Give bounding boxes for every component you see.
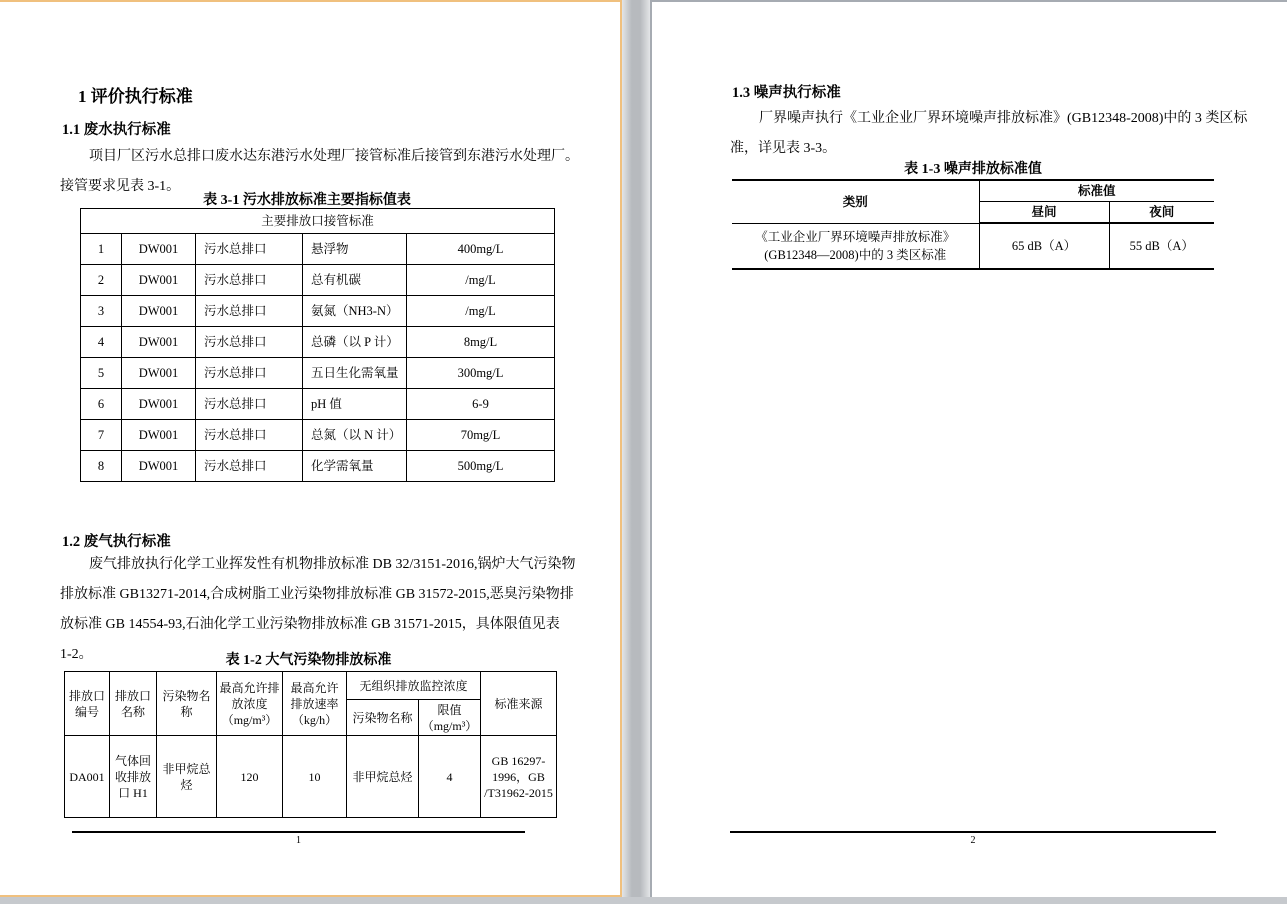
col-header-nighttime: 夜间 xyxy=(1109,202,1214,224)
chapter-heading: 1 评价执行标准 xyxy=(78,87,193,106)
cell: 3 xyxy=(81,296,122,327)
cell: 污水总排口 xyxy=(196,265,303,296)
cell: 1 xyxy=(81,234,122,265)
cell: DW001 xyxy=(122,420,196,451)
col-header-pollutant: 污染物名称 xyxy=(157,672,217,736)
cell: GB 16297-1996，GB /T31962-2015 xyxy=(481,736,557,818)
section-1-1-heading: 1.1 废水执行标准 xyxy=(62,122,171,138)
cell: DA001 xyxy=(65,736,110,818)
cell: 300mg/L xyxy=(407,358,555,389)
cell: DW001 xyxy=(122,389,196,420)
noise-category-line: (GB12348—2008)中的 3 类区标准 xyxy=(764,247,947,262)
cell: /mg/L xyxy=(407,265,555,296)
cell: 8 xyxy=(81,451,122,482)
table-3-1-merged-header: 主要排放口接管标准 xyxy=(81,209,555,234)
col-header-fugitive-limit: 限值（mg/m³） xyxy=(419,700,481,736)
cell: 污水总排口 xyxy=(196,358,303,389)
table-1-2-caption: 表 1-2 大气污染物排放标准 xyxy=(225,653,392,668)
col-header-outlet-no: 排放口编号 xyxy=(65,672,110,736)
cell: pH 值 xyxy=(303,389,407,420)
table-3-1 xyxy=(80,208,555,482)
page-number: 1 xyxy=(296,835,301,846)
cell: 2 xyxy=(81,265,122,296)
cell: 化学需氧量 xyxy=(303,451,407,482)
section-1-3-heading: 1.3 噪声执行标准 xyxy=(732,85,841,101)
paragraph-line: 放标准 GB 14554-93,石油化学工业污染物排放标准 GB 31571-2015，具体限值见表 xyxy=(60,617,560,632)
cell: 氨氮（NH3-N） xyxy=(303,296,407,327)
paragraph-line: 准，详见表 3-3。 xyxy=(730,141,837,156)
footer-divider xyxy=(730,831,1216,833)
page-number: 2 xyxy=(970,835,976,846)
col-header-max-concentration: 最高允许排放浓度（mg/m³） xyxy=(217,672,283,736)
col-header-max-rate: 最高允许排放速率（kg/h） xyxy=(283,672,347,736)
cell: 污水总排口 xyxy=(196,420,303,451)
paragraph-line: 排放标准 GB13271-2014,合成树脂工业污染物排放标准 GB 31572-2015,恶臭污染物排 xyxy=(60,587,574,602)
paragraph-line: 厂界噪声执行《工业企业厂界环境噪声排放标准》(GB12348-2008)中的 3 类区标 xyxy=(759,111,1248,126)
cell: 五日生化需氧量 xyxy=(303,358,407,389)
cell: 总有机碳 xyxy=(303,265,407,296)
cell: 120 xyxy=(217,736,283,818)
cell: 4 xyxy=(81,327,122,358)
cell: 总磷（以 P 计） xyxy=(303,327,407,358)
table-1-2 xyxy=(64,671,557,818)
col-header-standard-source: 标准来源 xyxy=(481,672,557,736)
cell: 污水总排口 xyxy=(196,327,303,358)
col-header-fugitive-pollutant: 污染物名称 xyxy=(347,700,419,736)
cell: 污水总排口 xyxy=(196,296,303,327)
section-1-3-paragraph xyxy=(730,104,1248,164)
paragraph-line: 1-2。 xyxy=(60,647,93,662)
cell-noise-category xyxy=(732,223,979,269)
cell: 6-9 xyxy=(407,389,555,420)
cell: 10 xyxy=(283,736,347,818)
col-header-daytime: 昼间 xyxy=(979,202,1109,224)
table-1-3 xyxy=(732,179,1214,270)
cell: /mg/L xyxy=(407,296,555,327)
cell: 500mg/L xyxy=(407,451,555,482)
paragraph-line: 废气排放执行化学工业挥发性有机物排放标准 DB 32/3151-2016,锅炉大气污染物 xyxy=(89,557,576,572)
viewer-bottom-edge xyxy=(0,897,1287,904)
cell: 气体回收排放口 H1 xyxy=(110,736,157,818)
paragraph-line: 项目厂区污水总排口废水达东港污水处理厂接管标准后接管到东港污水处理厂。 xyxy=(89,149,579,164)
document-page-1[interactable] xyxy=(0,0,622,897)
cell: 污水总排口 xyxy=(196,451,303,482)
cell: 70mg/L xyxy=(407,420,555,451)
cell: 污水总排口 xyxy=(196,389,303,420)
col-header-outlet-name: 排放口名称 xyxy=(110,672,157,736)
cell: 8mg/L xyxy=(407,327,555,358)
cell: 非甲烷总烃 xyxy=(347,736,419,818)
col-header-fugitive-group: 无组织排放监控浓度 xyxy=(347,672,481,700)
section-1-2-heading: 1.2 废气执行标准 xyxy=(62,534,171,550)
cell-daytime-value: 65 dB（A） xyxy=(979,223,1109,269)
cell: DW001 xyxy=(122,265,196,296)
cell: 400mg/L xyxy=(407,234,555,265)
cell: DW001 xyxy=(122,296,196,327)
cell: 污水总排口 xyxy=(196,234,303,265)
paragraph-line: 接管要求见表 3-1。 xyxy=(60,179,181,194)
cell: DW001 xyxy=(122,234,196,265)
table-3-1-caption: 表 3-1 污水排放标准主要指标值表 xyxy=(203,193,411,208)
cell: 非甲烷总烃 xyxy=(157,736,217,818)
cell: 5 xyxy=(81,358,122,389)
col-header-category: 类别 xyxy=(732,180,979,223)
cell: 悬浮物 xyxy=(303,234,407,265)
cell: DW001 xyxy=(122,327,196,358)
document-page-2[interactable] xyxy=(650,0,1287,897)
cell: DW001 xyxy=(122,451,196,482)
noise-category-line: 《工业企业厂界环境噪声排放标准》 xyxy=(755,229,956,244)
col-header-standard-value: 标准值 xyxy=(979,180,1214,202)
cell: 7 xyxy=(81,420,122,451)
table-1-3-caption: 表 1-3 噪声排放标准值 xyxy=(904,162,1042,177)
cell: DW001 xyxy=(122,358,196,389)
cell: 4 xyxy=(419,736,481,818)
page-gap-shadow xyxy=(622,0,650,897)
cell: 6 xyxy=(81,389,122,420)
cell-nighttime-value: 55 dB（A） xyxy=(1109,223,1214,269)
cell: 总氮（以 N 计） xyxy=(303,420,407,451)
footer-divider xyxy=(72,831,525,833)
